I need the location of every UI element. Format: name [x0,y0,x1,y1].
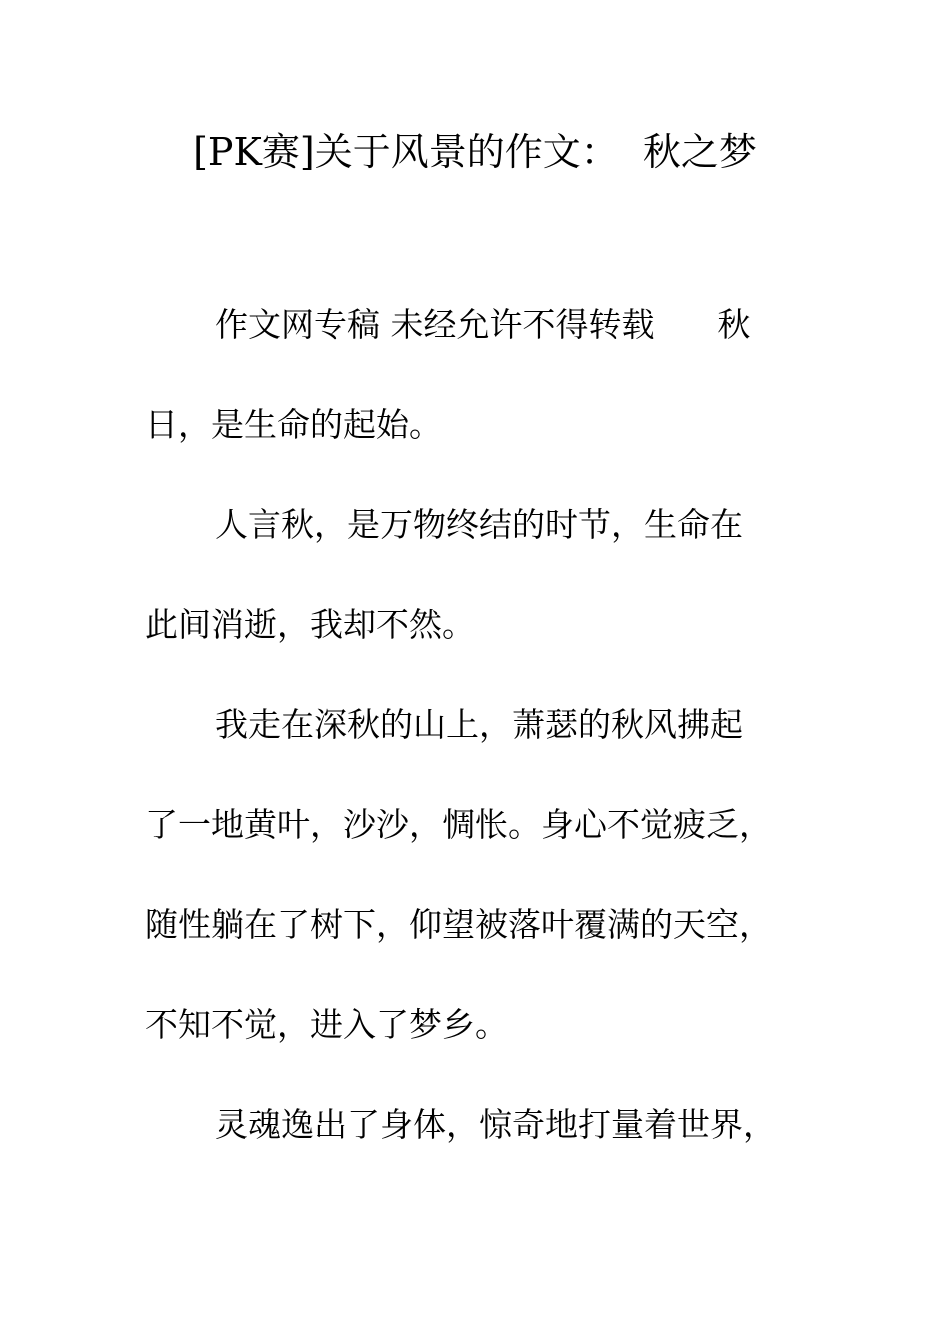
paragraph-line: 日，是生命的起始。 [145,405,442,444]
paragraph-line: 灵魂逸出了身体，惊奇地打量着世界， [215,1105,776,1144]
document-body [145,292,805,1192]
paragraph-line: 作文网专稿 未经允许不得转载 秋 [215,305,751,344]
document-title: [PK赛]关于风景的作文： 秋之梦 [193,130,757,174]
paragraph-line: 随性躺在了树下，仰望被落叶覆满的天空， [145,905,772,944]
paragraph-line: 我走在深秋的山上，萧瑟的秋风拂起 [215,705,743,744]
paragraph-line: 不知不觉，进入了梦乡。 [145,1005,508,1044]
paragraph-line: 了一地黄叶，沙沙，惆怅。身心不觉疲乏， [145,805,772,844]
paragraph-line: 人言秋，是万物终结的时节，生命在 [215,505,743,544]
paragraph-line: 此间消逝，我却不然。 [145,605,475,644]
